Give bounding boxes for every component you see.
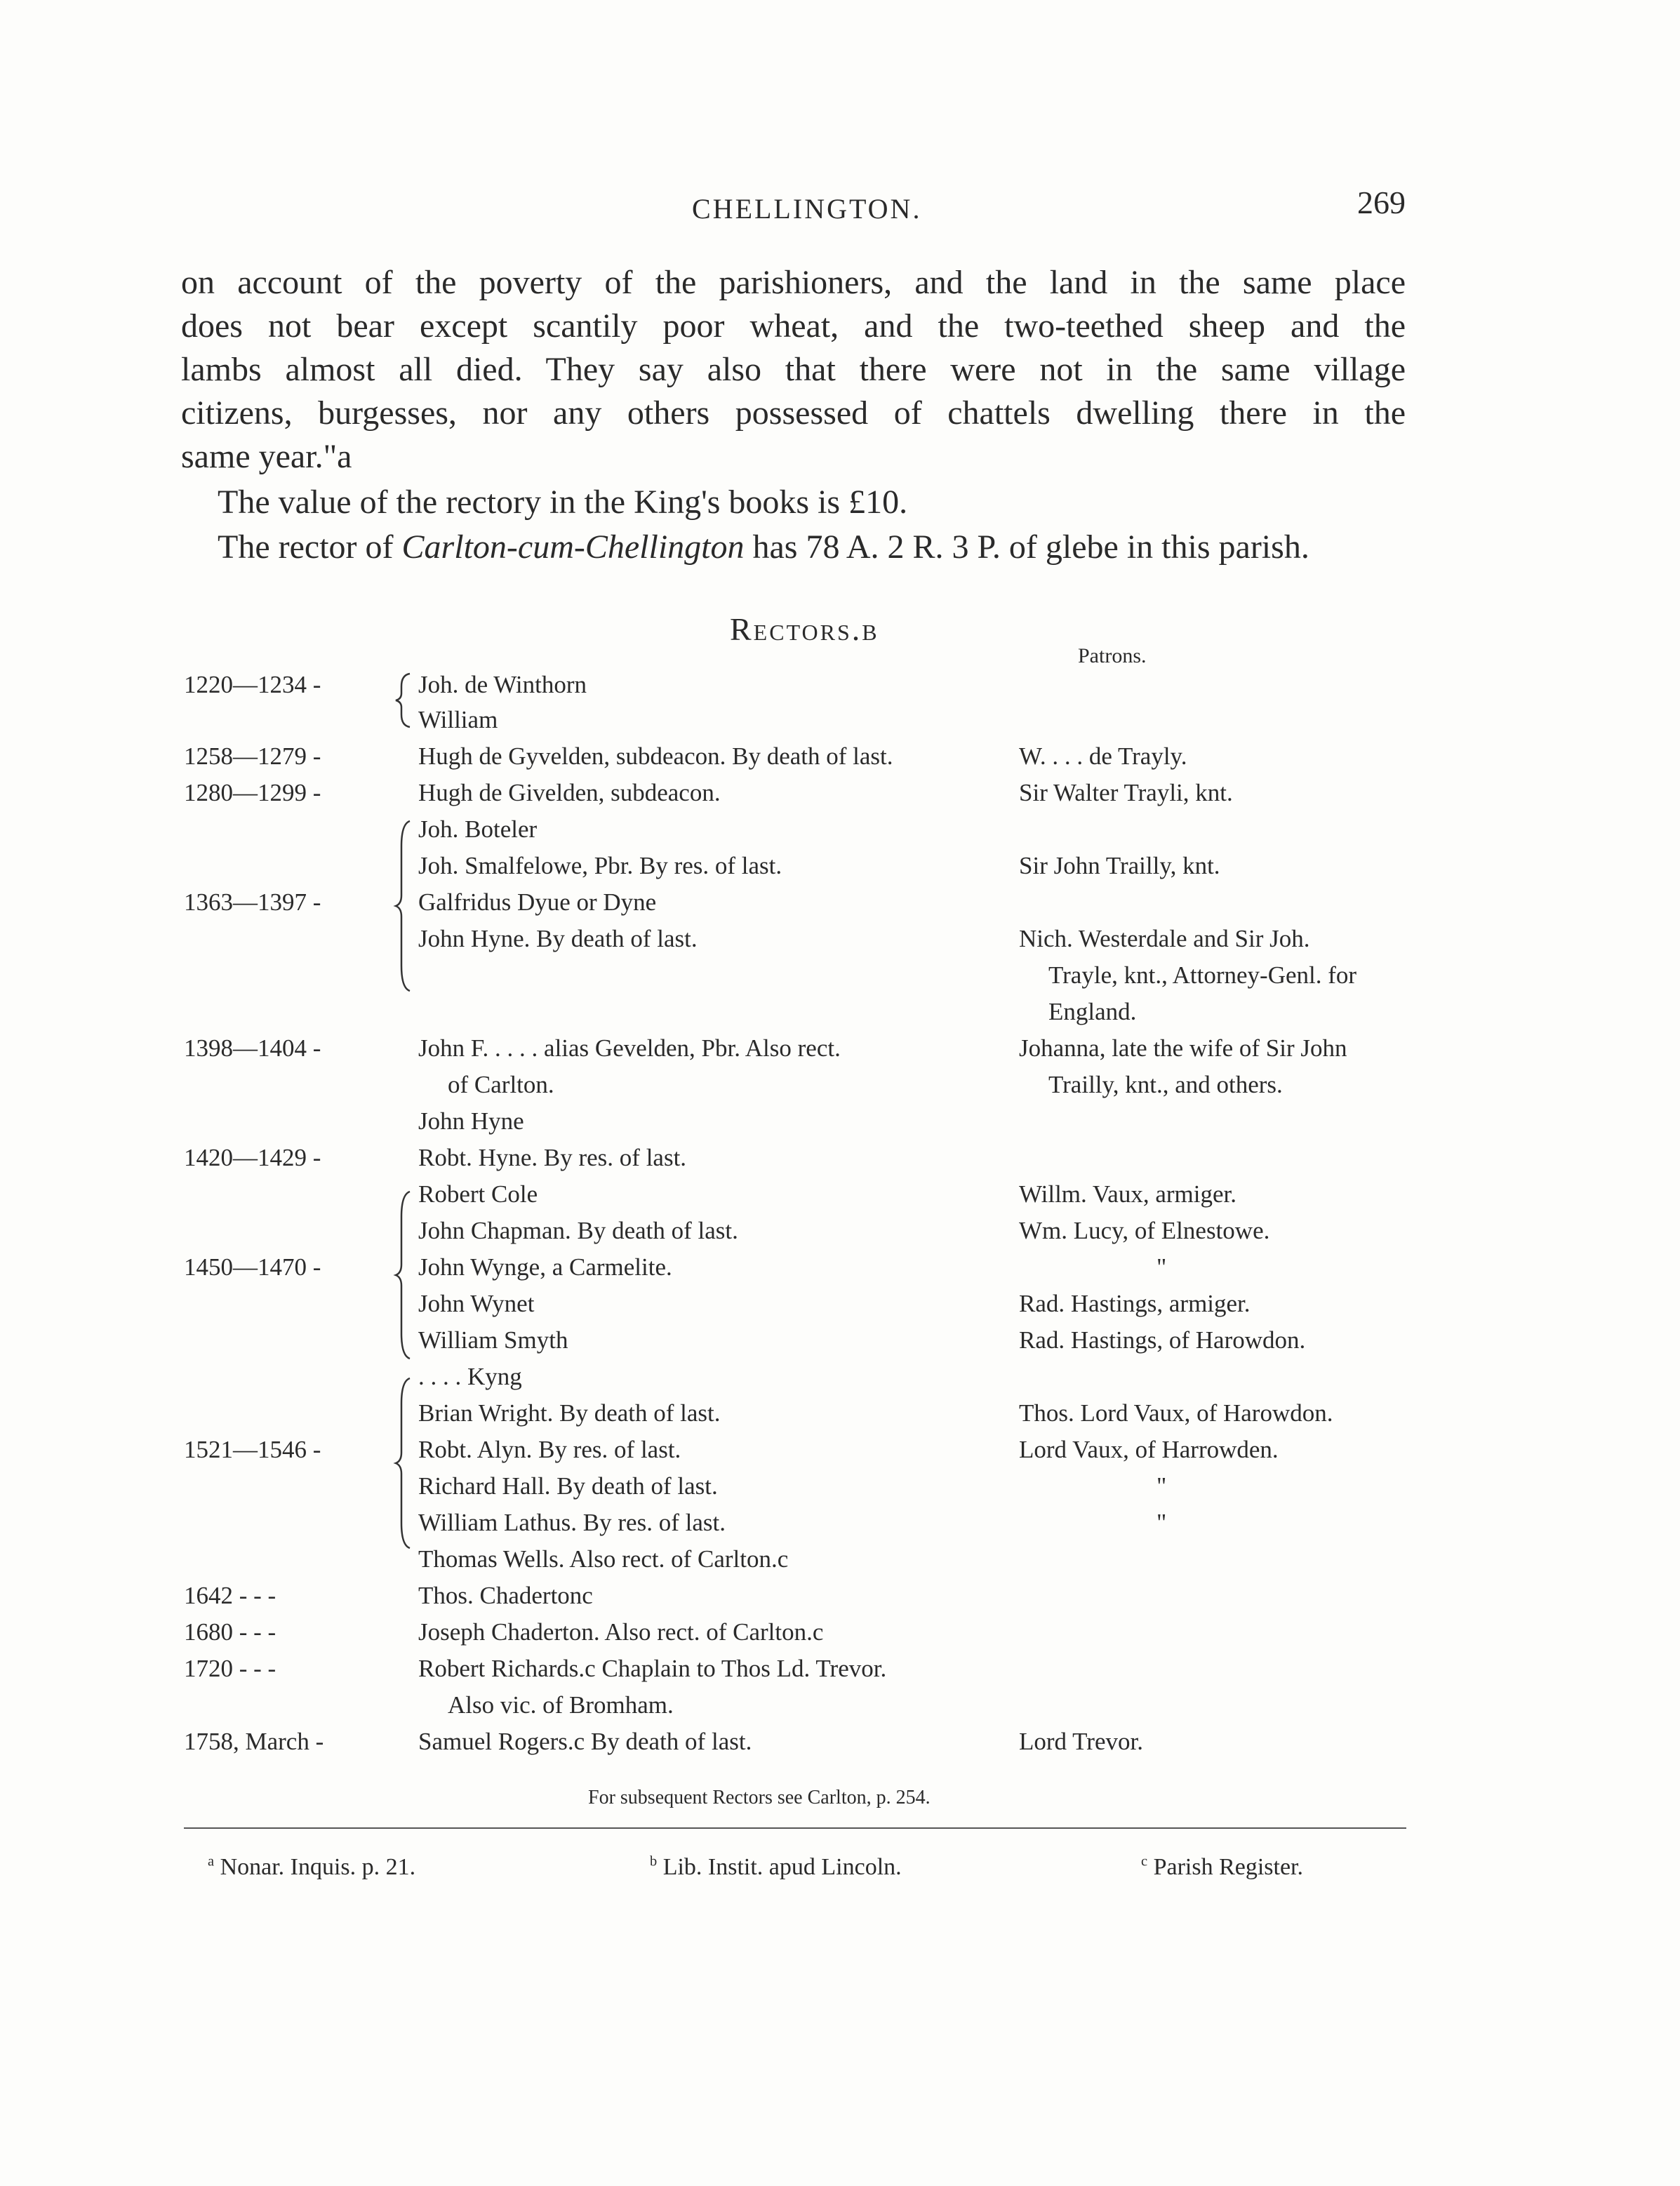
rector-date: 1220—1234 - <box>184 671 321 698</box>
rector-name: . . . . Kyng <box>418 1363 522 1390</box>
glebe-place: Carlton-cum-Chellington <box>401 528 745 566</box>
patron-name: England. <box>1048 998 1137 1025</box>
paragraph-line: does not bear except scantily poor wheat, and the two-teethed sheep and the <box>181 307 1406 345</box>
brace-1363 <box>393 818 414 994</box>
rector-date: 1363—1397 - <box>184 888 321 916</box>
patron-name: Lord Vaux, of Harrowden. <box>1019 1436 1279 1463</box>
patrons-heading: Patrons. <box>1078 644 1147 667</box>
rector-name: Joh. Smalfelowe, Pbr. By res. of last. <box>418 852 782 879</box>
rector-date: 1642 - - - <box>184 1582 276 1609</box>
patron-name: Sir John Trailly, knt. <box>1019 852 1220 879</box>
footnote-a <box>208 1854 415 1881</box>
rector-date: 1521—1546 - <box>184 1436 321 1463</box>
brace-1521 <box>393 1375 414 1551</box>
rectory-value-line: The value of the rectory in the King's books is £10. <box>218 484 908 521</box>
patron-name: " <box>1156 1509 1167 1536</box>
rector-name: Hugh de Givelden, subdeacon. <box>418 779 721 806</box>
opening-paragraph <box>181 261 1406 479</box>
rector-name: Hugh de Gyvelden, subdeacon. By death of last. <box>418 742 893 770</box>
patron-name: Johanna, late the wife of Sir John <box>1019 1034 1347 1062</box>
rector-name: Joh. de Winthorn <box>418 671 587 698</box>
patron-name: W. . . . de Trayly. <box>1019 742 1187 770</box>
rector-name: Robert Richards.c Chaplain to Thos Ld. Trevor. <box>418 1655 887 1682</box>
rector-name: Thos. Chadertonc <box>418 1582 593 1609</box>
patron-name: " <box>1156 1472 1167 1500</box>
footnote-c <box>1141 1854 1303 1881</box>
rector-name: Galfridus Dyue or Dyne <box>418 888 657 916</box>
rector-name: William <box>418 706 498 733</box>
rector-name: John Wynge, a Carmelite. <box>418 1253 672 1281</box>
patron-name: Trailly, knt., and others. <box>1048 1071 1283 1098</box>
rector-name: Also vic. of Bromham. <box>448 1691 674 1719</box>
paragraph-line: on account of the poverty of the parishioners, and the land in the same place <box>181 264 1406 301</box>
rector-name: Robt. Hyne. By res. of last. <box>418 1144 687 1171</box>
patron-name: Willm. Vaux, armiger. <box>1019 1180 1236 1208</box>
footnote-text: Nonar. Inquis. p. 21. <box>220 1854 416 1880</box>
rector-name: John Wynet <box>418 1290 535 1317</box>
rector-date: 1758, March - <box>184 1728 324 1755</box>
footnote-mark: c <box>1141 1853 1148 1870</box>
rector-name: William Smyth <box>418 1326 568 1354</box>
patron-name: Lord Trevor. <box>1019 1728 1143 1755</box>
paragraph-line: same year."a <box>181 438 352 475</box>
glebe-prefix: The rector of <box>218 528 402 566</box>
rector-name: John F. . . . . alias Gevelden, Pbr. Also rect. <box>418 1034 841 1062</box>
rector-name: Thomas Wells. Also rect. of Carlton.c <box>418 1545 789 1573</box>
footnote-mark: a <box>208 1853 215 1870</box>
footnote-divider <box>184 1827 1406 1829</box>
rector-name: John Hyne. By death of last. <box>418 925 698 952</box>
rector-name: of Carlton. <box>448 1071 554 1098</box>
paragraph-line: lambs almost all died. They say also that there were not in the same village <box>181 351 1406 388</box>
rector-name: Brian Wright. By death of last. <box>418 1399 721 1427</box>
rector-date: 1280—1299 - <box>184 779 321 806</box>
rector-name: Joh. Boteler <box>418 815 538 843</box>
subsequent-rectors-note: For subsequent Rectors see Carlton, p. 254. <box>588 1787 931 1808</box>
brace-1450 <box>393 1189 414 1361</box>
patron-name: Rad. Hastings, of Harowdon. <box>1019 1326 1306 1354</box>
footnote-text: Lib. Instit. apud Lincoln. <box>662 1854 902 1880</box>
rector-name: Samuel Rogers.c By death of last. <box>418 1728 752 1755</box>
rector-name: Joseph Chaderton. Also rect. of Carlton.c <box>418 1618 824 1646</box>
rector-name: Robt. Alyn. By res. of last. <box>418 1436 681 1463</box>
rector-name: John Chapman. By death of last. <box>418 1217 738 1244</box>
rector-name: John Hyne <box>418 1107 524 1135</box>
patron-name: Sir Walter Trayli, knt. <box>1019 779 1233 806</box>
page-number: 269 <box>1357 185 1406 220</box>
rector-name: Robert Cole <box>418 1180 538 1208</box>
rector-name: William Lathus. By res. of last. <box>418 1509 726 1536</box>
patron-name: Thos. Lord Vaux, of Harowdon. <box>1019 1399 1333 1427</box>
patron-name: Trayle, knt., Attorney-Genl. for <box>1048 961 1357 989</box>
footnote-text: Parish Register. <box>1153 1854 1303 1880</box>
glebe-line <box>218 528 1309 566</box>
rector-date: 1258—1279 - <box>184 742 321 770</box>
rector-date: 1420—1429 - <box>184 1144 321 1171</box>
rector-date: 1398—1404 - <box>184 1034 321 1062</box>
patron-name: " <box>1156 1253 1167 1281</box>
rectors-heading: Rectors.b <box>730 611 879 647</box>
patron-name: Nich. Westerdale and Sir Joh. <box>1019 925 1310 952</box>
running-head: CHELLINGTON. <box>692 193 922 225</box>
rector-date: 1680 - - - <box>184 1618 276 1646</box>
rector-name: Richard Hall. By death of last. <box>418 1472 718 1500</box>
brace-1220 <box>393 671 414 730</box>
rector-date: 1450—1470 - <box>184 1253 321 1281</box>
patron-name: Rad. Hastings, armiger. <box>1019 1290 1251 1317</box>
footnote-b <box>650 1854 902 1881</box>
paragraph-line: citizens, burgesses, nor any others possessed of chattels dwelling there in the <box>181 394 1406 432</box>
rector-date: 1720 - - - <box>184 1655 276 1682</box>
glebe-suffix: has 78 A. 2 R. 3 P. of glebe in this parish. <box>744 528 1309 566</box>
patron-name: Wm. Lucy, of Elnestowe. <box>1019 1217 1270 1244</box>
footnote-mark: b <box>650 1853 658 1870</box>
